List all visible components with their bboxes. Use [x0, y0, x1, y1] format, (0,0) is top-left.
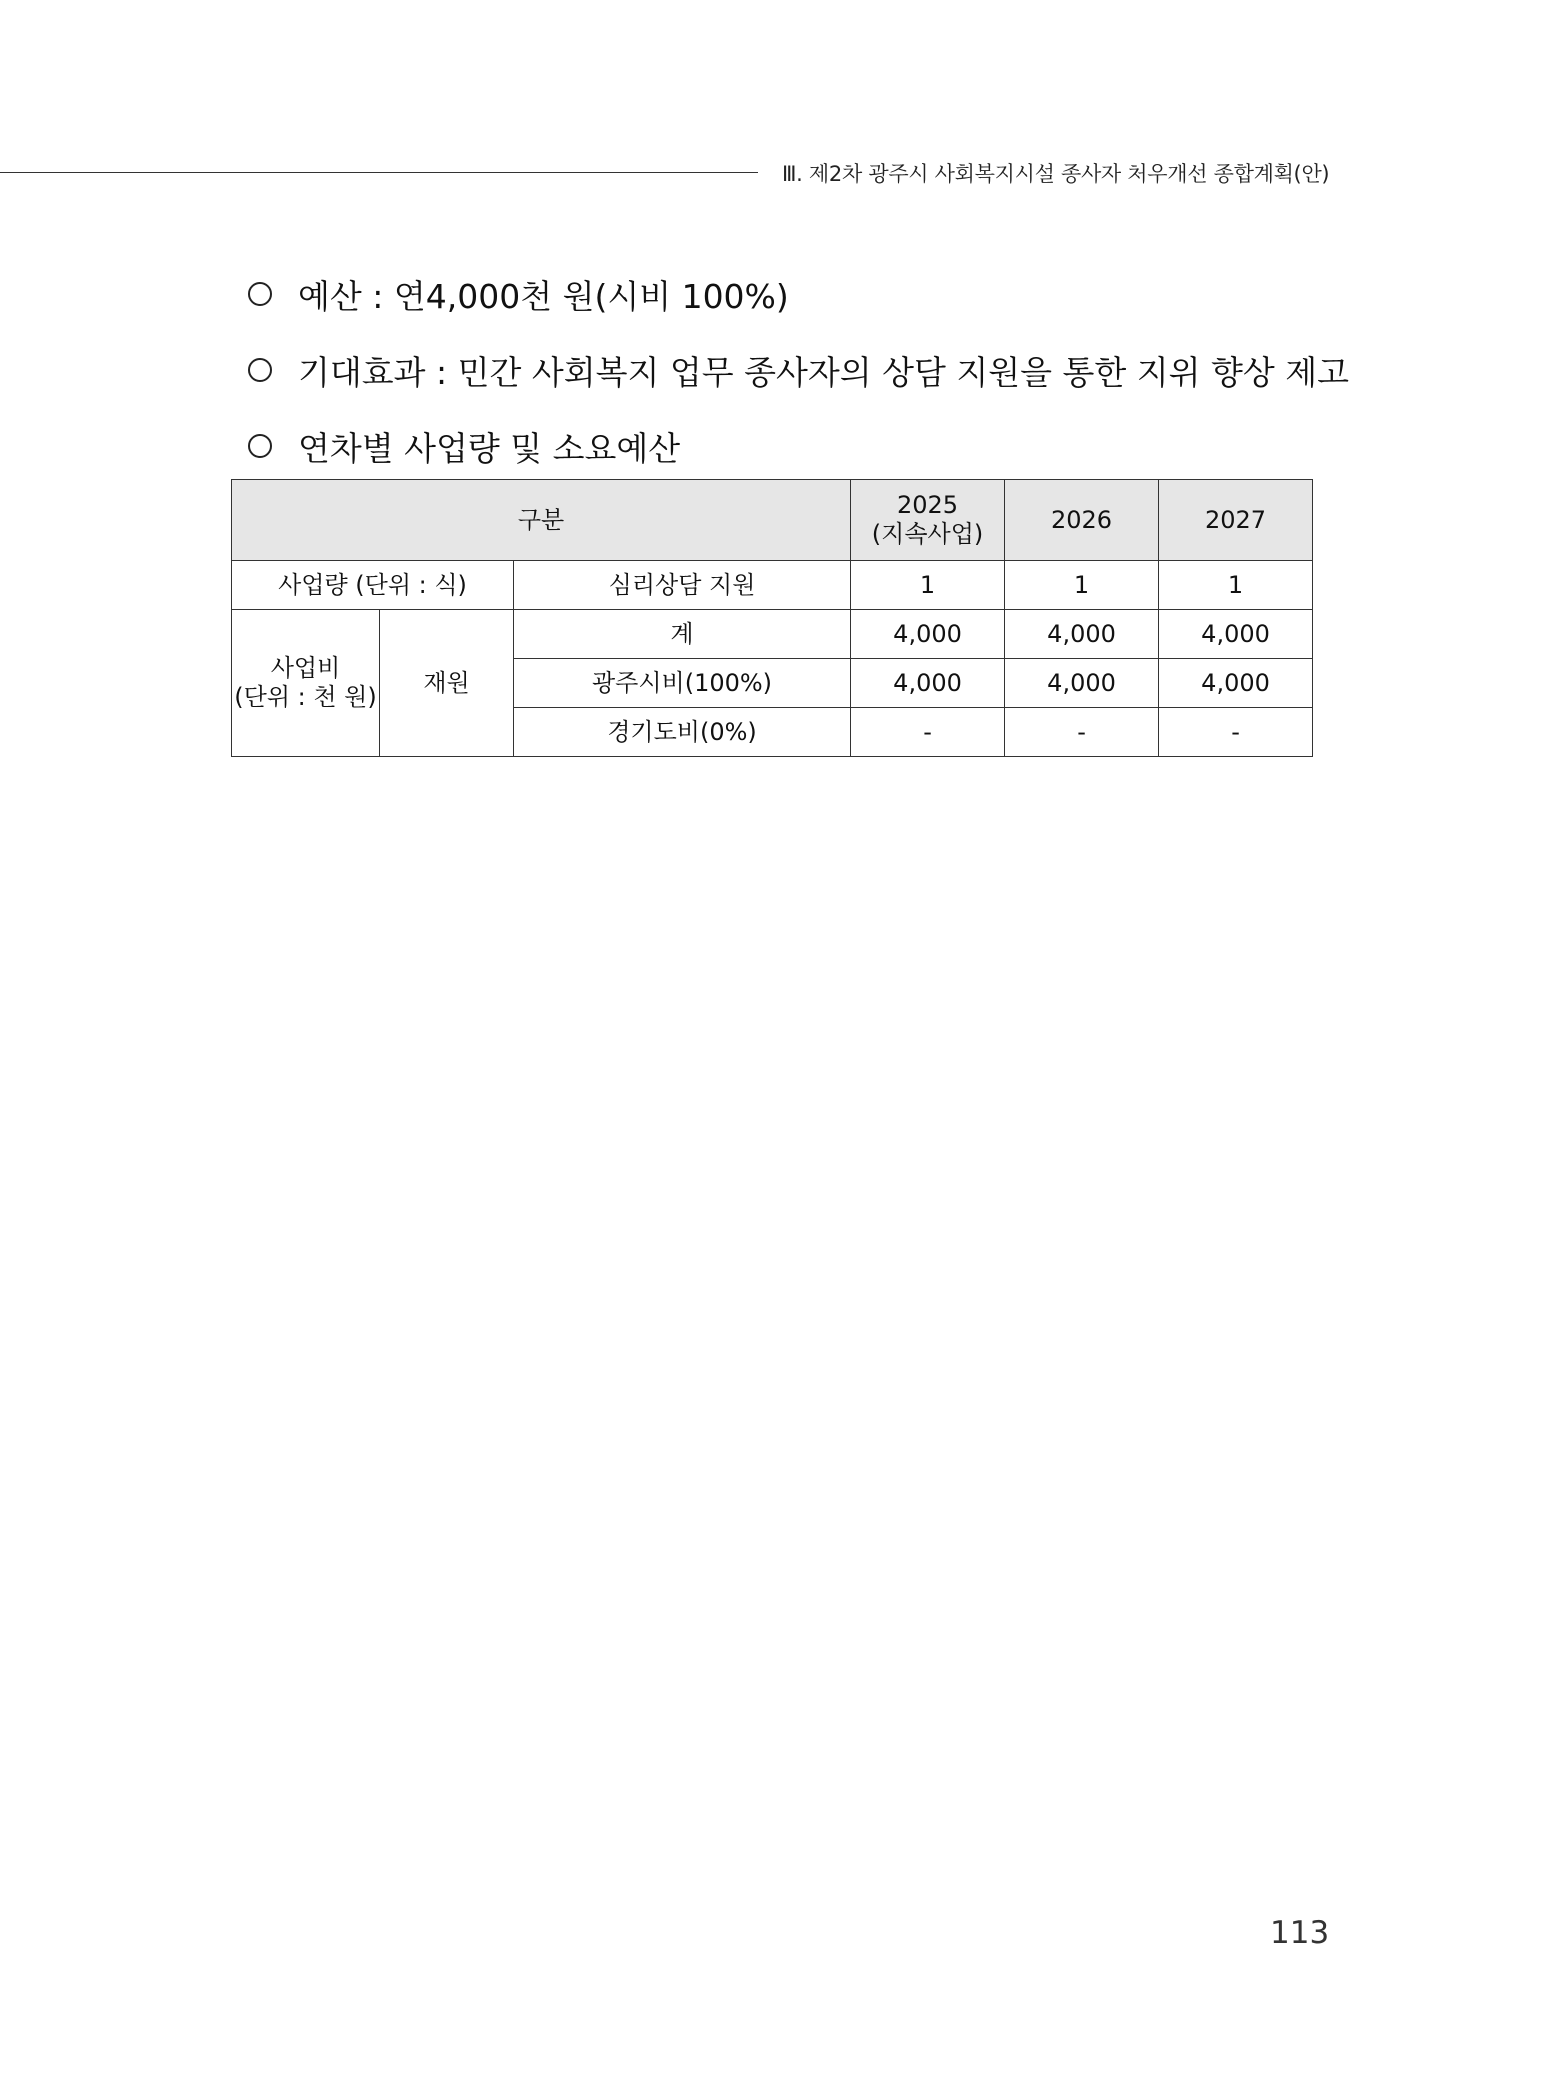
- header-year-2025-note: (지속사업): [871, 520, 984, 548]
- circle-bullet-icon: [248, 282, 272, 306]
- bullet-expected-effect-text: 기대효과 : 민간 사회복지 업무 종사자의 상담 지원을 통한 지위 향상 제고: [298, 352, 1349, 392]
- bullet-expected-effect: [248, 332, 1349, 408]
- header-year-2027: 2027: [1159, 480, 1313, 561]
- bullet-list: [248, 256, 1349, 484]
- bullet-annual-plan: [248, 408, 1349, 484]
- cost-label-title: 사업비: [270, 654, 341, 682]
- circle-bullet-icon: [248, 358, 272, 382]
- bullet-budget-text: 예산 : 연4,000천 원(시비 100%): [298, 276, 789, 316]
- table-cell: 1: [1159, 561, 1313, 610]
- table-cell: 4,000: [1005, 610, 1159, 659]
- table-cell: -: [1159, 708, 1313, 757]
- table-cell: 4,000: [1005, 659, 1159, 708]
- table-row: [232, 610, 1313, 659]
- table-cell: -: [851, 708, 1005, 757]
- cost-label: [232, 610, 380, 757]
- volume-label: 사업량 (단위 : 식): [232, 561, 514, 610]
- bullet-annual-plan-text: 연차별 사업량 및 소요예산: [298, 428, 681, 468]
- budget-table: [231, 479, 1313, 757]
- cost-label-unit: (단위 : 천 원): [234, 683, 377, 711]
- table-row: [232, 561, 1313, 610]
- table-cell: 4,000: [1159, 610, 1313, 659]
- volume-item: 심리상담 지원: [514, 561, 851, 610]
- funding-source-label: 재원: [380, 610, 514, 757]
- cost-item: 광주시비(100%): [514, 659, 851, 708]
- bullet-budget: [248, 256, 1349, 332]
- table-cell: -: [1005, 708, 1159, 757]
- header-year-2025-value: 2025: [896, 491, 959, 519]
- table-header-row: [232, 480, 1313, 561]
- cost-item: 계: [514, 610, 851, 659]
- table-cell: 4,000: [1159, 659, 1313, 708]
- header-year-2025: [851, 480, 1005, 561]
- table-cell: 1: [1005, 561, 1159, 610]
- header-category: 구분: [232, 480, 851, 561]
- page-number: 113: [1270, 1915, 1330, 1951]
- circle-bullet-icon: [248, 434, 272, 458]
- header-year-2026: 2026: [1005, 480, 1159, 561]
- table-cell: 4,000: [851, 659, 1005, 708]
- running-header: Ⅲ. 제2차 광주시 사회복지시설 종사자 처우개선 종합계획(안): [782, 162, 1330, 186]
- table-cell: 1: [851, 561, 1005, 610]
- table-cell: 4,000: [851, 610, 1005, 659]
- header-rule: [0, 172, 758, 173]
- cost-item: 경기도비(0%): [514, 708, 851, 757]
